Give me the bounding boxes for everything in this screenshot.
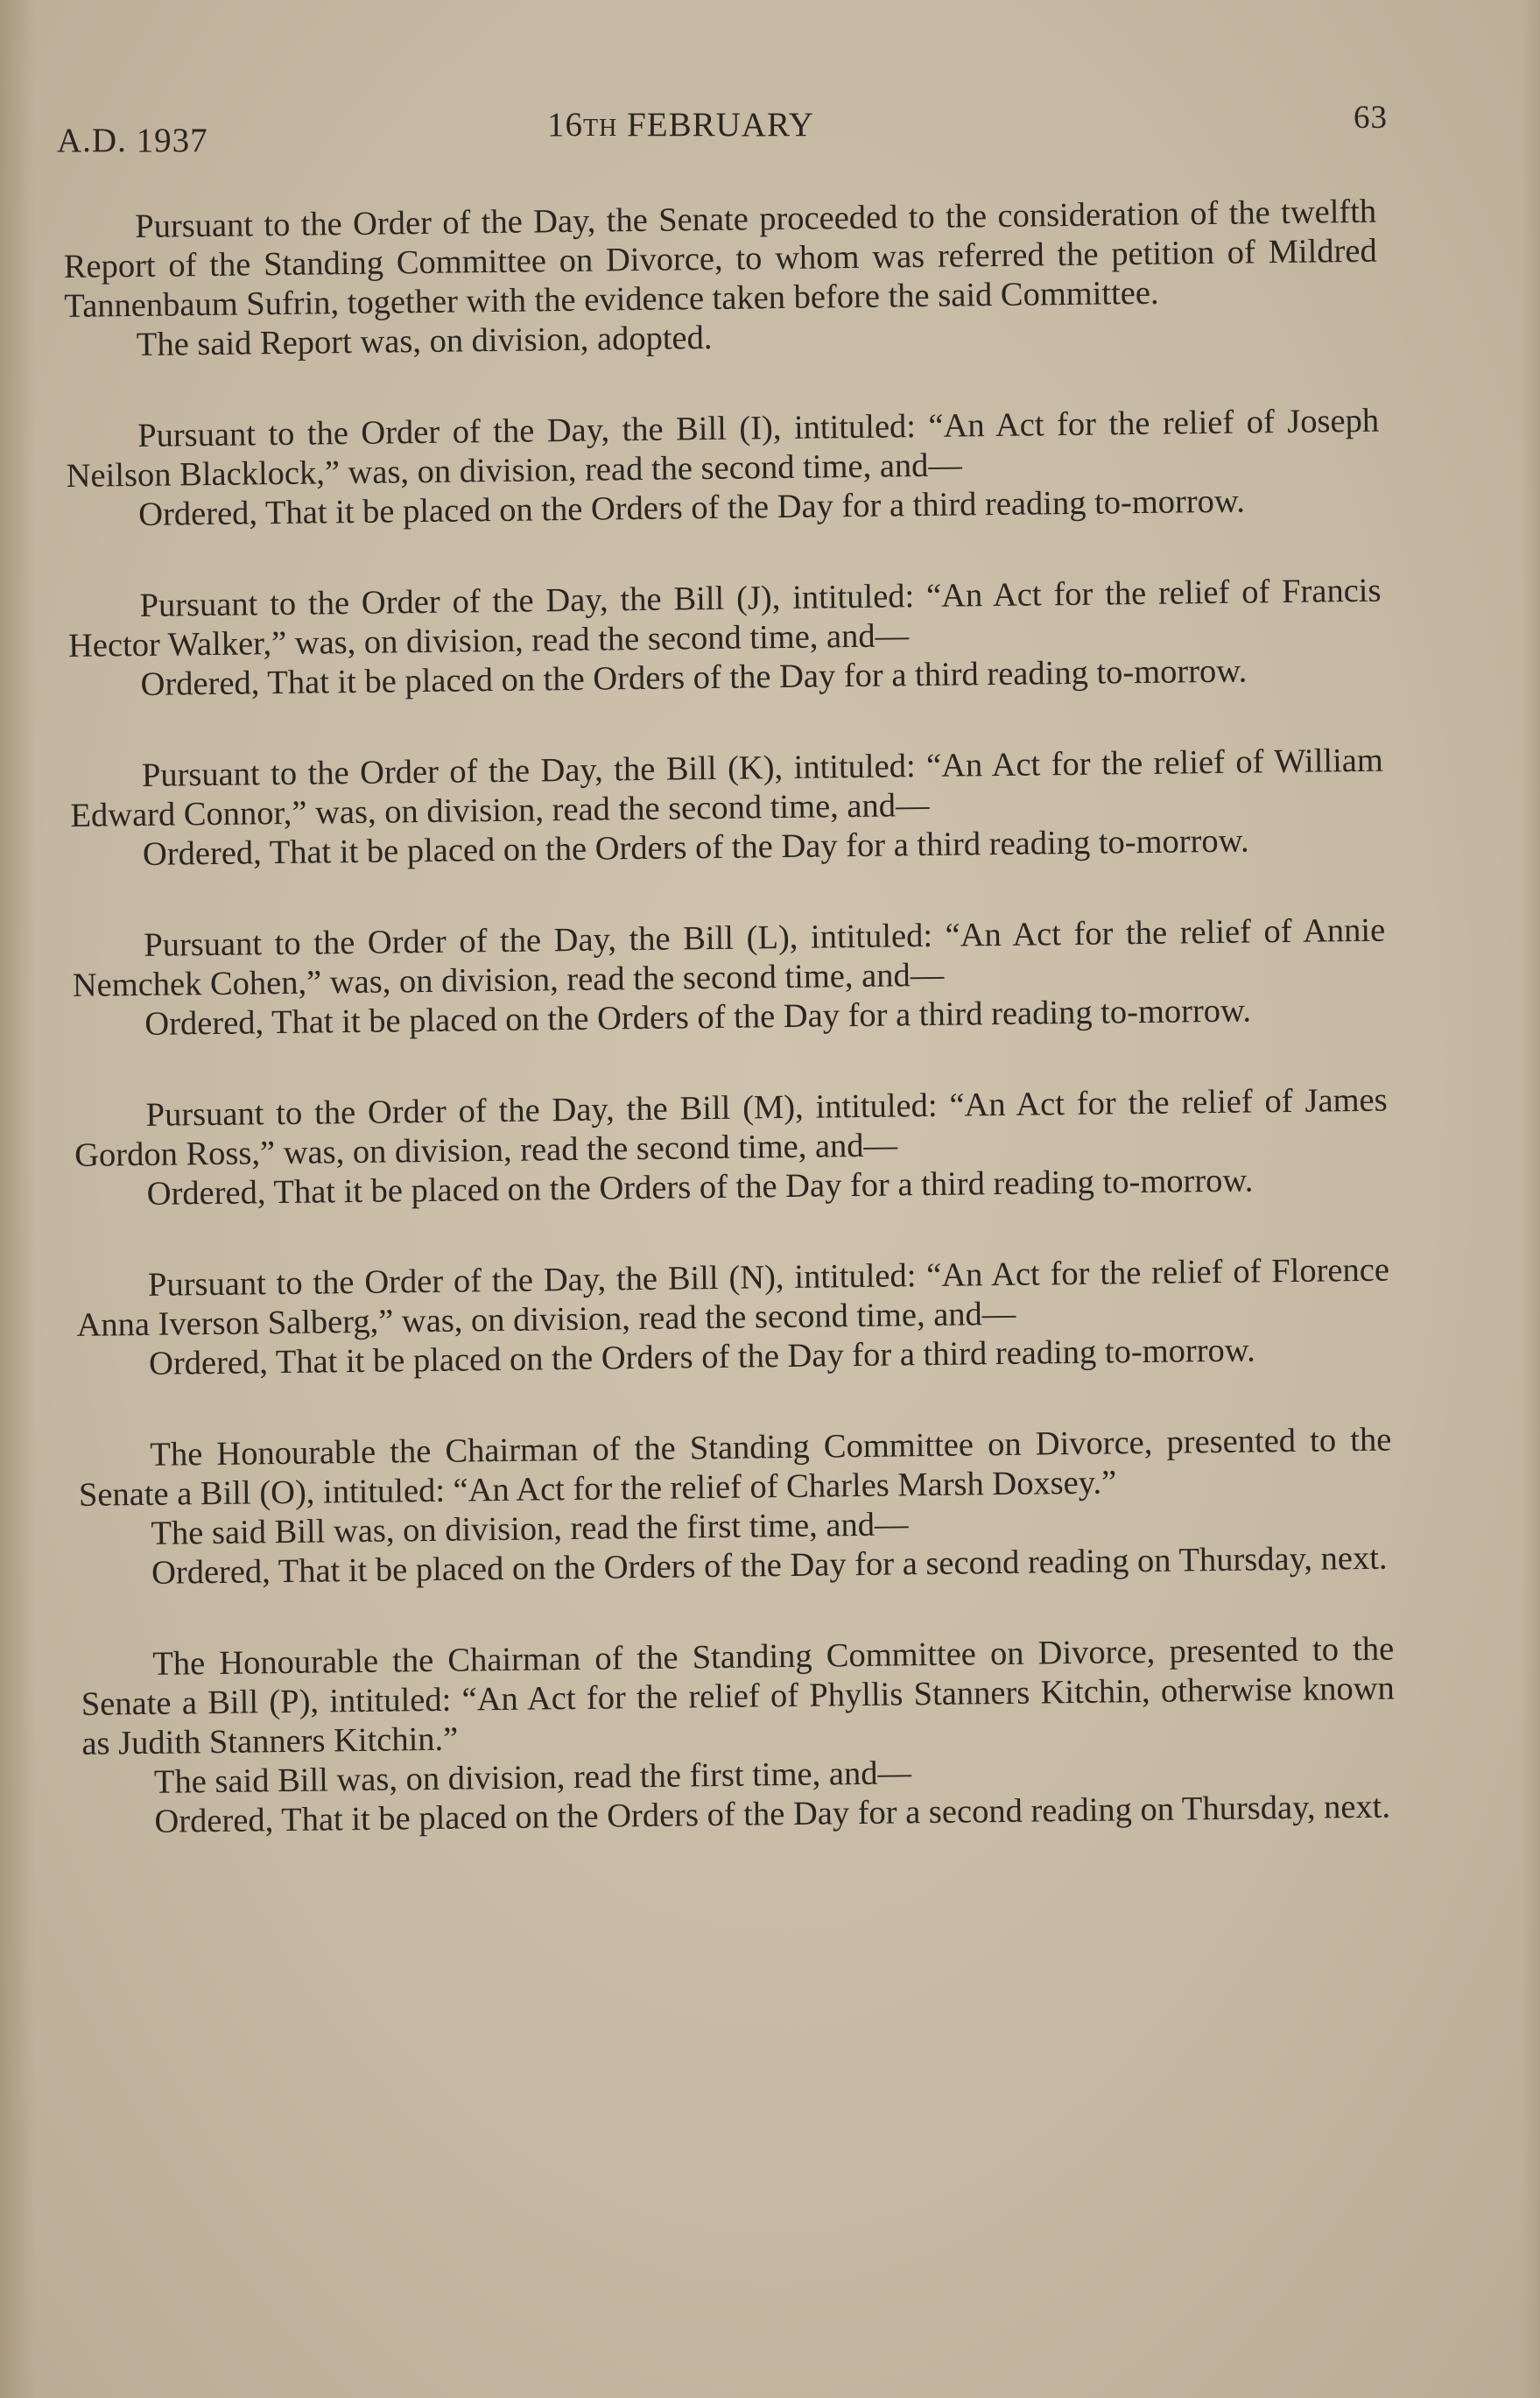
page-number: 63 [1354, 100, 1388, 136]
header-date [547, 105, 814, 144]
entry-paragraph: Pursuant to the Order of the Day, the Bill (I), intituled: “An Act for the relief of Joseph Neilson Blacklock,” was, on division, read the second time, and— [66, 402, 1380, 495]
entry-paragraph: Pursuant to the Order of the Day, the Bill (M), intituled: “An Act for the relief of James Gordon Ross,” was, on division, read the second time, and— [74, 1081, 1388, 1174]
entry-bill-n [76, 1251, 1391, 1385]
page-edge-shadow [1521, 0, 1540, 2398]
entry-paragraph: The said Bill was, on division, read the first time, and— [153, 1755, 912, 1801]
entry-bill-i [66, 402, 1381, 536]
entry-paragraph: Ordered, That it be placed on the Orders of the Day for a second reading on Thursday, next. [151, 1539, 1388, 1592]
page-binding-shadow [0, 0, 35, 2398]
entry-paragraph: Pursuant to the Order of the Day, the Bill (L), intituled: “An Act for the relief of Annie Nemchek Cohen,” was, on division, read the second time, and— [72, 911, 1386, 1004]
entry-bill-k [70, 742, 1385, 876]
entry-bill-j [67, 572, 1382, 706]
entry-paragraph: Ordered, That it be placed on the Orders of the Day for a third reading to-morrow. [138, 482, 1246, 533]
entry-paragraph: Ordered, That it be placed on the Orders of the Day for a third reading to-morrow. [148, 1332, 1255, 1382]
entry-bill-o [78, 1421, 1393, 1594]
entry-paragraph: The said Bill was, on division, read the first time, and— [151, 1506, 909, 1552]
entry-bill-m [74, 1081, 1389, 1215]
entry-paragraph: Ordered, That it be placed on the Orders of the Day for a third reading to-morrow. [140, 652, 1248, 703]
journal-body [63, 193, 1396, 1895]
entry-paragraph: Ordered, That it be placed on the Orders of the Day for a third reading to-morrow. [146, 1162, 1254, 1213]
running-header [57, 100, 1388, 159]
header-date-suffix: TH [583, 115, 618, 142]
header-date-day: 16 [547, 106, 583, 144]
entry-divorce-report [63, 193, 1378, 366]
entry-paragraph: Ordered, That it be placed on the Orders of the Day for a third reading to-morrow. [142, 822, 1249, 873]
entry-paragraph: The Honourable the Chairman of the Standing Committee on Divorce, presented to the Senate a Bill (P), intituled: “An Act for the relief of Phyllis Stanners Kitchin, otherwise known as Judith Stanners Kitchin.” [81, 1630, 1396, 1762]
entry-paragraph: Pursuant to the Order of the Day, the Bill (J), intituled: “An Act for the relief of Francis Hector Walker,” was, on division, read the second time, and— [67, 572, 1382, 665]
entry-paragraph: Pursuant to the Order of the Day, the Senate proceeded to the consideration of the twelfth Report of the Standing Committee on Divorce, to whom was referred the petition of Mildred Tannenbaum Sufrin, together with the evidence taken before the said Committee. [63, 193, 1377, 325]
entry-paragraph: Pursuant to the Order of the Day, the Bill (N), intituled: “An Act for the relief of Florence Anna Iverson Salberg,” was, on division, read the second time, and— [76, 1251, 1390, 1344]
entry-bill-l [72, 911, 1387, 1045]
header-year: A.D. 1937 [57, 122, 208, 159]
entry-paragraph: The Honourable the Chairman of the Standing Committee on Divorce, presented to the Senate a Bill (O), intituled: “An Act for the relief of Charles Marsh Doxsey.” [78, 1421, 1392, 1514]
header-date-month: FEBRUARY [627, 106, 814, 144]
entry-paragraph: Ordered, That it be placed on the Orders of the Day for a third reading to-morrow. [144, 992, 1252, 1043]
entry-bill-p [81, 1630, 1396, 1843]
entry-paragraph: Pursuant to the Order of the Day, the Bill (K), intituled: “An Act for the relief of William Edward Connor,” was, on division, read the second time, and— [70, 742, 1384, 834]
entry-paragraph: Ordered, That it be placed on the Orders of the Day for a second reading on Thursday, next. [154, 1788, 1391, 1840]
entry-paragraph: The said Report was, on division, adopted. [136, 319, 713, 363]
